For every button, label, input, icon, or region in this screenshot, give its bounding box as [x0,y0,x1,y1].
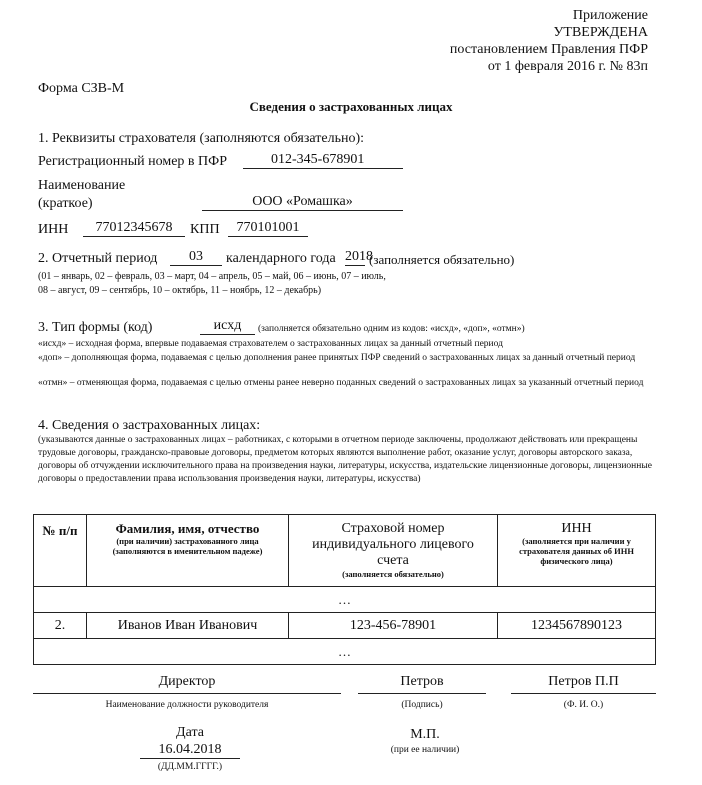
fio-label: (Ф. И. О.) [563,700,604,710]
col-header-number: № п/п [34,515,87,587]
signature-label: (Подпись) [401,700,443,710]
col-header-fio: Фамилия, имя, отчество (при наличии) застрахованного лица (заполняются в именительном падеже) [87,515,289,587]
form-type-note: (заполняется обязательно одним из кодов: «исхд», «доп», «отмн») [258,324,525,334]
table-row [34,613,656,639]
date-label: Дата [176,725,204,740]
table-row [34,587,656,613]
page-title: Сведения о застрахованных лицах [249,99,453,114]
table-ellipsis-top: … [34,587,656,613]
stamp-label: М.П. [410,727,440,742]
position-label: Наименование должности руководителя [105,700,269,710]
period-year: 2018 [345,249,373,264]
table-header-row [34,515,656,587]
months-legend-2: 08 – август, 09 – сентябрь, 10 – октябрь, 11 – ноябрь, 12 – декабрь) [38,285,322,296]
name-label: Наименование [38,178,126,193]
section4-note: (указываются данные о застрахованных лицах – работниках, с которыми в отчетном периоде заключены, продолжают действовать или прекращены трудовые договоры, гражданско-правовые договоры, предметом которых являются выполнение работ, оказание услуг, договоры авторского заказа, договоры об отчуждении исключительного права на произведения науки, литературы, искусства, издательские лицензионные договоры, лицензионные договоры о предоставлении права использования произведения науки, литературы, искусства) [38,435,652,484]
table-row [34,639,656,665]
name-label-short: (краткое) [38,196,93,211]
section4-heading: 4. Сведения о застрахованных лицах: [38,418,261,433]
form-type-label: 3. Тип формы (код) [38,320,153,335]
director-fio: Петров П.П [548,674,619,689]
row-snils: 123-456-78901 [289,613,498,639]
appendix-label: Приложение [572,8,648,23]
signature-value: Петров [400,674,444,689]
col-header-snils: Страховой номер индивидуального лицевого счета (заполняется обязательно) [289,515,498,587]
table-ellipsis-bottom: … [34,639,656,665]
form-name: Форма СЗВ-М [38,81,125,96]
inn-value: 77012345678 [83,220,185,237]
period-note: (заполняется обязательно) [369,252,515,267]
col-header-inn: ИНН (заполняется при наличии у страхователя данных об ИНН физического лица) [498,515,656,587]
signature-line [358,693,486,694]
resolution-date: от 1 февраля 2016 г. № 83п [487,59,648,74]
row-number: 2. [34,613,87,639]
form-type-otmn: «отмн» – отменяющая форма, подаваемая с целью отмены ранее неверно поданных сведений о застрахованных лицах за указанный отчетный период [38,378,644,388]
year-label: календарного года [226,251,336,266]
kpp-value: 770101001 [228,220,308,237]
approved-label: УТВЕРЖДЕНА [553,25,648,40]
director-position: Директор [158,674,216,689]
row-inn: 1234567890123 [498,613,656,639]
insured-persons-table [33,514,656,665]
reg-number-label: Регистрационный номер в ПФР [38,154,227,169]
kpp-label: КПП [190,222,220,237]
months-legend-1: (01 – январь, 02 – февраль, 03 – март, 04 – апрель, 05 – май, 06 – июнь, 07 – июль, [38,271,386,282]
stamp-note: (при ее наличии) [390,745,460,755]
row-fio: Иванов Иван Иванович [87,613,289,639]
section1-heading: 1. Реквизиты страхователя (заполняются обязательно): [38,131,364,146]
period-label: 2. Отчетный период [38,251,158,266]
form-type-dop: «доп» – дополняющая форма, подаваемая с целью дополнения ранее принятых ПФР сведений о застрахованных лицах за данный отчетный период [38,353,636,363]
resolution-label: постановлением Правления ПФР [449,42,648,57]
fio-line [511,693,656,694]
date-value: 16.04.2018 [140,742,240,759]
form-type-ishd: «исхд» – исходная форма, впервые подаваемая страхователем о застрахованных лицах за данный отчетный период [38,339,503,349]
org-name-value: ООО «Ромашка» [202,194,403,211]
position-line [33,693,341,694]
inn-label: ИНН [38,222,69,237]
form-type-value: исхд [200,318,255,335]
date-format: (ДД.ММ.ГГГГ.) [157,762,223,772]
period-month: 03 [170,249,222,266]
reg-number-value: 012-345-678901 [243,152,403,169]
